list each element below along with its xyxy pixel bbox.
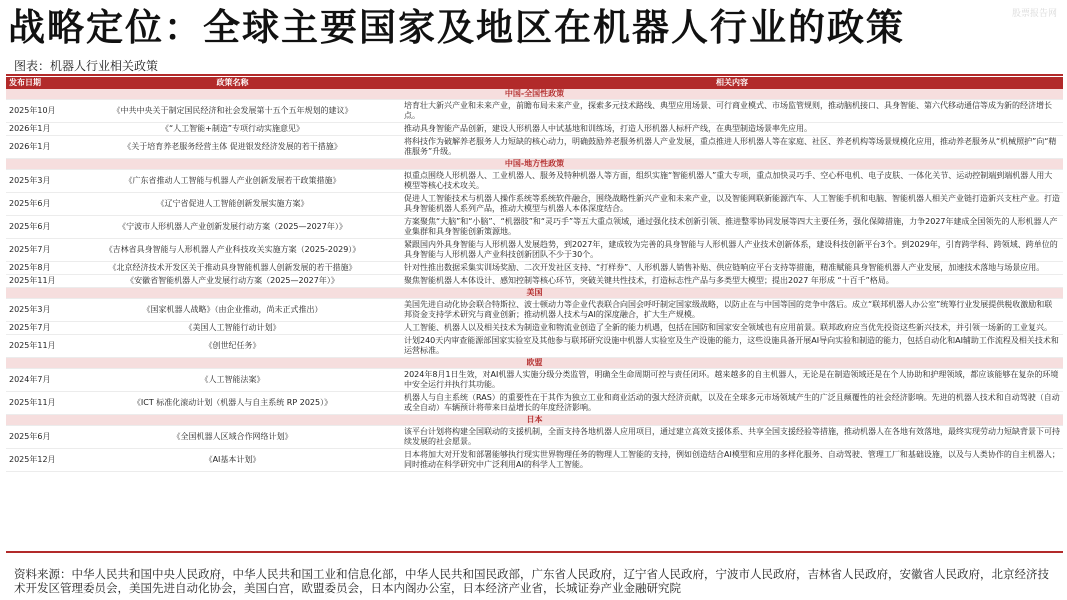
policy-name: 《安徽省智能机器人产业发展行动方案（2025—2027年）》 xyxy=(64,275,401,288)
header-content: 相关内容 xyxy=(401,77,1063,89)
policy-date: 2025年7月 xyxy=(6,322,64,335)
policy-name: 《国家机器人战略》（由企业推动，尚未正式推出） xyxy=(64,299,401,322)
policy-date: 2025年6月 xyxy=(6,216,64,239)
table-row xyxy=(6,262,1063,275)
section-row xyxy=(6,415,1063,426)
table-row xyxy=(6,170,1063,193)
table-row xyxy=(6,335,1063,358)
policy-content: 拟重点围绕人形机器人、工业机器人、服务及特种机器人等方面，组织实施“智能机器人”重大专项，重点加快灵巧手、空心杯电机、电子皮肤、一体化关节、运动控制端到端机器人用大模型等核心技术攻关。 xyxy=(401,170,1063,193)
policy-content: 促进人工智能技术与机器人操作系统等系统软件融合，围绕战略性新兴产业和未来产业，以及智能网联新能源汽车、人工智能手机和电脑、智能机器人相关产业链打造新兴支柱产业。打造具身智能机器人系列产品，推动大模型与机器人本体深度结合。 xyxy=(401,193,1063,216)
section-row xyxy=(6,89,1063,100)
policy-date: 2025年11月 xyxy=(6,392,64,415)
policy-content: 培育壮大新兴产业和未来产业，前瞻布局未来产业，探索多元技术路线、典型应用场景、可行商业模式、市场监管规则，推动脑机接口、具身智能、第六代移动通信等成为新的经济增长点。 xyxy=(401,100,1063,123)
policy-name: 《创世纪任务》 xyxy=(64,335,401,358)
section-row xyxy=(6,358,1063,369)
table-header-row xyxy=(6,77,1063,89)
table-row xyxy=(6,100,1063,123)
policy-content: 针对性推出数据采集实训场奖励、二次开发社区支持、“打样券”、人形机器人销售补贴、供应链响应平台支持等措施，精准赋能具身智能机器人产业发展，加速技术落地与场景应用。 xyxy=(401,262,1063,275)
table-row xyxy=(6,136,1063,159)
table-row xyxy=(6,392,1063,415)
policy-content: 推动具身智能产品创新，建设人形机器人中试基地和训练场，打造人形机器人标杆产线，在典型制造场景率先应用。 xyxy=(401,123,1063,136)
table-row xyxy=(6,426,1063,449)
policy-name: 《“人工智能+制造”专项行动实施意见》 xyxy=(64,123,401,136)
table-row xyxy=(6,123,1063,136)
table-row xyxy=(6,322,1063,335)
policy-date: 2026年1月 xyxy=(6,123,64,136)
table-row xyxy=(6,216,1063,239)
policy-date: 2025年11月 xyxy=(6,275,64,288)
section-label: 欧盟 xyxy=(6,358,1063,369)
policy-date: 2025年8月 xyxy=(6,262,64,275)
section-label: 日本 xyxy=(6,415,1063,426)
page-title: 战略定位：全球主要国家及地区在机器人行业的政策 xyxy=(8,6,905,49)
watermark: 股票报告网 xyxy=(1011,9,1057,19)
table-row xyxy=(6,275,1063,288)
section-row xyxy=(6,288,1063,299)
table-row xyxy=(6,239,1063,262)
header-date: 发布日期 xyxy=(6,77,64,89)
policy-name: 《北京经济技术开发区关于推动具身智能机器人创新发展的若干措施》 xyxy=(64,262,401,275)
policy-content: 2024年8月1日生效，对AI机器人实施分级分类监管，明确全生命周期可控与责任闭环。越来越多的自主机器人，无论是在制造领域还是在个人协助和护理领域，都应该能够在复杂的环境中安全运行并执行其功能。 xyxy=(401,369,1063,392)
policy-name: 《ICT 标准化滚动计划（机器人与自主系统 RP 2025）》 xyxy=(64,392,401,415)
policy-name: 《人工智能法案》 xyxy=(64,369,401,392)
header-name: 政策名称 xyxy=(64,77,401,89)
policy-content: 美国先进自动化协会联合特斯拉、波士顿动力等企业代表联合向国会呼吁制定国家级战略，以防止在与中国等国的竞争中落后。成立“联邦机器人办公室”统筹行业发展提供税收激励和联邦资金支持学术研究与商业创新；推动机器人技术与AI的深度融合，扩大生产规模。 xyxy=(401,299,1063,322)
policy-date: 2025年11月 xyxy=(6,335,64,358)
policy-date: 2025年3月 xyxy=(6,299,64,322)
table-row xyxy=(6,449,1063,472)
policy-content: 人工智能、机器人以及相关技术为制造业和物流业创造了全新的能力机遇，包括在国防和国家安全领域也有应用前景。联邦政府应当优先投资这些新兴技术，并引领一场新的工业复兴。 xyxy=(401,322,1063,335)
policy-date: 2025年10月 xyxy=(6,100,64,123)
section-row xyxy=(6,159,1063,170)
source-note: 资料来源：中华人民共和国中央人民政府，中华人民共和国工业和信息化部，中华人民共和国民政部，广东省人民政府，辽宁省人民政府，宁波市人民政府，吉林省人民政府，安徽省人民政府，北京经济技术开发区管理委员会，美国先进自动化协会，美国白宫，欧盟委员会，日本内阁办公室，日本经济产业省，长城证券产业金融研究院 xyxy=(14,567,1049,595)
table-row xyxy=(6,369,1063,392)
policy-name: 《关于培育养老服务经营主体 促进银发经济发展的若干措施》 xyxy=(64,136,401,159)
table-row xyxy=(6,299,1063,322)
policy-date: 2025年3月 xyxy=(6,170,64,193)
policy-date: 2026年1月 xyxy=(6,136,64,159)
policy-content: 将科技作为破解养老服务人力短缺的核心动力，明确鼓励养老服务机器人产业发展，重点推进人形机器人等在家庭、社区、养老机构等场景规模化应用，推动养老服务从“机械照护”向“精准服务”升级。 xyxy=(401,136,1063,159)
policy-date: 2025年6月 xyxy=(6,426,64,449)
policy-name: 《广东省推动人工智能与机器人产业创新发展若干政策措施》 xyxy=(64,170,401,193)
section-label: 美国 xyxy=(6,288,1063,299)
policy-content: 该平台计划将构建全国联动的支援机制，全面支持各地机器人应用项目，通过建立高效支援体系、共享全国支援经验等措施，推动机器人在各地有效落地，最终实现劳动力短缺背景下可持续发展的社会愿景。 xyxy=(401,426,1063,449)
top-rule xyxy=(6,74,1063,76)
policy-content: 聚焦智能机器人本体设计、感知控制等核心环节，突破关键共性技术，打造标志性产品与多类型大模型；提出2027 年形成 “十百千”格局。 xyxy=(401,275,1063,288)
figure-caption: 图表：机器人行业相关政策 xyxy=(14,59,159,73)
policy-date: 2025年12月 xyxy=(6,449,64,472)
policy-date: 2025年6月 xyxy=(6,193,64,216)
table-row xyxy=(6,193,1063,216)
policy-name: 《辽宁省促进人工智能创新发展实施方案》 xyxy=(64,193,401,216)
policy-content: 机器人与自主系统（RAS）的重要性在于其作为独立工业和商业活动的强大经济贡献，以及在全球多元市场领域产生的广泛且颠覆性的社会经济影响。先进的机器人技术和自动驾驶（自动或全自动）车辆预计将带来日益增长的年度经济影响。 xyxy=(401,392,1063,415)
policy-date: 2024年7月 xyxy=(6,369,64,392)
policy-name: 《AI基本计划》 xyxy=(64,449,401,472)
policy-content: 计划240天内审查能源部国家实验室及其他参与联邦研究设施中机器人实验室及生产设施的能力，这些设施具备开展AI导向实验和制造的能力，包括自动化和AI辅助工作流程及相关技术和运营标准。 xyxy=(401,335,1063,358)
policy-date: 2025年7月 xyxy=(6,239,64,262)
policy-content: 方案聚焦“大脑”和“小脑”、“机器肢”和“灵巧手”等五大重点领域，通过强化技术创新引领、推进整零协同发展等四大主要任务，强化保障措施，力争2027年建成全国领先的人形机器人产业集群和具身智能创新策源地。 xyxy=(401,216,1063,239)
section-label: 中国-地方性政策 xyxy=(6,159,1063,170)
policy-name: 《美国人工智能行动计划》 xyxy=(64,322,401,335)
policy-name: 《宁波市人形机器人产业创新发展行动方案（2025—2027年）》 xyxy=(64,216,401,239)
policy-table xyxy=(6,77,1063,472)
bottom-rule xyxy=(6,551,1063,553)
table-body xyxy=(6,89,1063,472)
policy-content: 紧跟国内外具身智能与人形机器人发展趋势，到2027年，建成较为完善的具身智能与人形机器人产业技术创新体系，建设科技创新平台3个。到2029年，引育跨学科、跨领域、跨单位的具身智能与人形机器人产业科技创新团队不少于30个。 xyxy=(401,239,1063,262)
policy-content: 日本将加大对开发和部署能够执行现实世界物理任务的物理人工智能的支持，例如创造结合AI模型和应用的多样化服务、自动驾驶、管理工厂和基础设施，以及与人类协作的自主机器人；同时推动在科学研究中广泛利用AI的科学人工智能。 xyxy=(401,449,1063,472)
section-label: 中国-全国性政策 xyxy=(6,89,1063,100)
policy-name: 《全国机器人区域合作网络计划》 xyxy=(64,426,401,449)
policy-name: 《中共中央关于制定国民经济和社会发展第十五个五年规划的建议》 xyxy=(64,100,401,123)
policy-name: 《吉林省具身智能与人形机器人产业科技攻关实施方案（2025-2029）》 xyxy=(64,239,401,262)
